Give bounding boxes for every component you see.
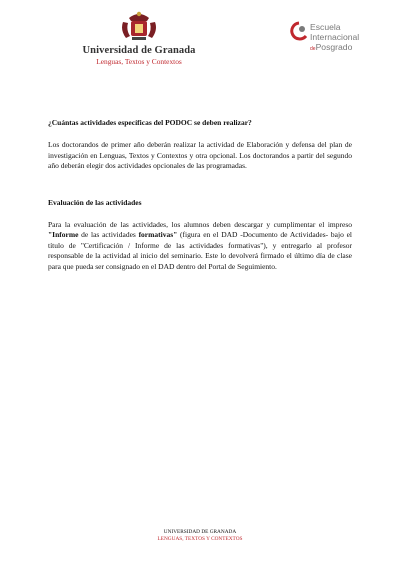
document-body (48, 118, 352, 272)
bold-informe: "Informe (48, 230, 79, 240)
university-logo (74, 8, 204, 72)
university-name: Universidad de Granada (82, 45, 196, 56)
footer-university: UNIVERSIDAD DE GRANADA (163, 529, 237, 535)
university-crest-icon (117, 8, 161, 44)
paragraph-evaluation: Para la evaluación de las actividades, los alumnos deben descargar y cumplimentar el impreso "Informe de las actividades formativas" (figura en el DAD -Documento de Actividades- bajo el título de "Certificación / Informe de las actividades formativas"), y entregarlo al profesor responsable de la actividad al inicio del seminario. Este lo devolverá firmado el último día de clase para que pueda ser consignado en el DAD dentro del Portal de Seguimiento. (48, 220, 352, 271)
section-heading-evaluation: Evaluación de las actividades (48, 197, 142, 207)
page-footer (0, 529, 400, 543)
school-logo-mark-icon (288, 20, 310, 46)
paragraph-activities: Los doctorandos de primer año deberán realizar la actividad de Elaboración y defensa del plan de investigación en Lenguas, Textos y Contextos y otra opcional. Los doctorandos a partir del segundo año deberán elegir dos actividades opcionales de las programadas. (48, 140, 352, 171)
question-heading: ¿Cuántas actividades específicas del PODOC se deben realizar? (48, 118, 252, 127)
school-logo-text: Escuela Internacional dePosgrado (310, 22, 360, 52)
bold-formativas: formativas" (138, 230, 178, 240)
footer-department: LENGUAS, TEXTOS Y CONTEXTOS (157, 536, 243, 542)
school-logo (288, 20, 358, 60)
department-name: Lenguas, Textos y Contextos (96, 57, 182, 66)
